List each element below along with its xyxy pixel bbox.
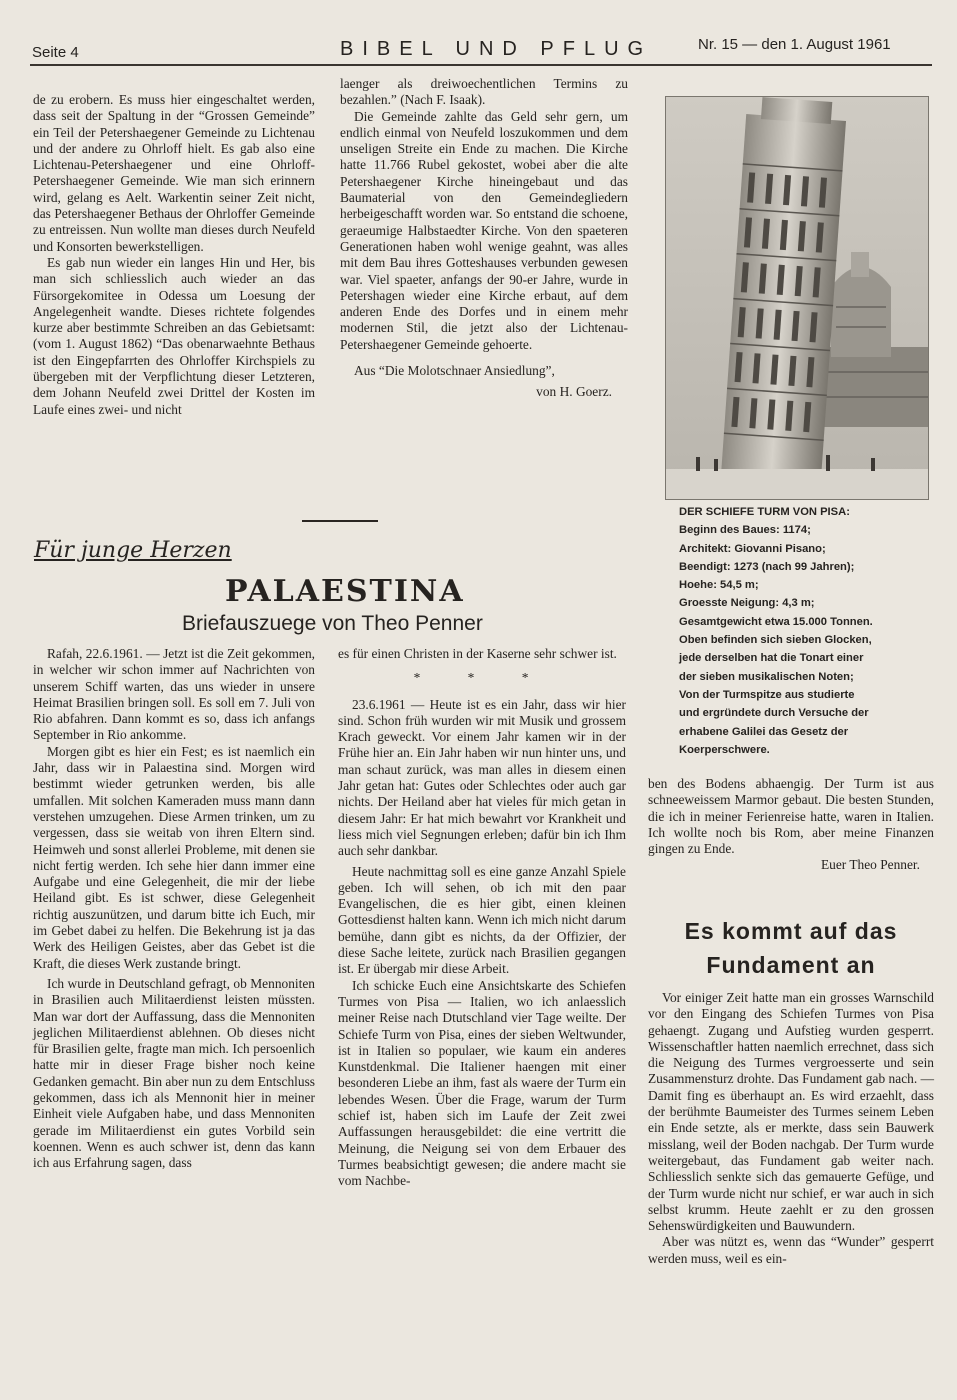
signature: Euer Theo Penner. [820, 857, 920, 873]
paragraph: 23.6.1961 — Heute ist es ein Jahr, dass wir hier sind. Schon früh wurden wir mit Musik und grossem Krach geweckt. Vor einem Jahr kamen wir in der Frühe hier an. Ein Jahr haben wir nun hinter uns, und man schaut zurück, was man alles in diesem einen Jahr getan hat: Gutes oder Schlechtes oder auch gar nichts. Der Heiland aber hat vieles für mich getan in diesem Jahr: Er hat mich bewahrt vor Krankheit und liess mich viel Segnungen erleben; dafür bin ich Ihm auch sehr dankbar. [338, 696, 626, 859]
fundament-column [648, 990, 934, 1267]
section-subtitle: Briefauszuege von Theo Penner [182, 612, 483, 635]
letter-column-1 [33, 646, 315, 1172]
paragraph: Heute nachmittag soll es eine ganze Anzahl Spiele geben. Ich will sehen, ob ich mit den paar Evangelischen, die es hier gibt, einen kleinen Gottesdienst halten kann. Wenn ich mich nicht darum bemühe, dann gibt es nichts, da der Offizier, der diese Sache leitete, zurück nach Brasilien gegangen ist. Er übergab mir diese Arbeit. [338, 863, 626, 977]
caption-line: Koerperschwere. [679, 743, 770, 756]
leaning-tower-photo [665, 96, 929, 500]
paragraph: Ich schicke Euch eine Ansichtskarte des Schiefen Turmes von Pisa — Italien, wo ich anlaesslich meiner Reise nach Dtutschland vier Tage weilte. Der Schiefe Turm von Pisa, eines der sieben Weltwunder, ist in Italien so populaer, wie kaum ein anderes Kunstdenkmal. Die Italiener haengen mit einer besonderen Liebe an ihm, fast als waere der Turm ein lebendes Wesen. Über die Frage, warum der Turm schief ist, haben sich im Laufe der Zeit zwei Auffassungen herausgebildet: die eine vertritt die Meinung, die Neigung sei von dem Erbauer des Turmes beabsichtigt gewesen; die andere macht sie vom Nachbe- [338, 977, 626, 1189]
photo-caption [679, 503, 919, 759]
paragraph: Vor einiger Zeit hatte man ein grosses Warnschild vor den Eingang des Schiefen Turmes von Pisa gehaengt. Zugang und Aufstieg wurden gesperrt. Wissenschaftler hatten naemlich errechnet, dass sich die Neigung des Turmes vergroesserte und sein Zusammensturz drohte. Das Fundament gab nach. — Damit fing es überhaupt an. Es wird erzaehlt, dass der berühmte Baumeister des Turmes seinem Leben ein Ende setzte, als er merkte, dass sein Bauwerk misslang, weil der Boden nachgab. Der Turm wurde weitergebaut, das Fundament gab weiter nach. Schliesslich senkte sich das gemauerte Gefüge, und der Turm wurde nicht nur schief, er war auch in sich selbst krumm. Heute zaehlt er zu den grossen Sehenswürdigkeiten und Bauwundern. [648, 990, 934, 1234]
tower-illustration [666, 97, 928, 499]
paragraph: Die Gemeinde zahlte das Geld sehr gern, um endlich einmal von Neufeld loszukommen und dem unseligen Streite ein Ende zu machen. Die Kirche hatte 11.766 Rubel gekostet, wobei aber die alte Petershaegener Kirche hineingebaut und das Baumaterial von den Gemeindegliedern herbeigeschafft worden war. So entstand die schoene, geraeumige Halbstaedter Kirche. Von den spaeteren Generationen haben wohl wenige geahnt, was alles mit dem Bau ihres Gotteshauses verbunden gewesen war. Viel spaeter, anfangs der 90-er Jahre, wurde in Petershagen wieder eine Kirche erbaut, auf dem anderen Ende des Dorfes und in einem mehr modernen Stil, die jetzt also der Lichtenau-Petershaegener Gemeinde gehoerte. [340, 108, 628, 352]
article-column-2 [340, 76, 628, 401]
paragraph: Aber was nützt es, wenn das “Wunder” gesperrt werden muss, weil es ein- [648, 1234, 934, 1266]
section-divider [302, 520, 378, 522]
caption-line: Oben befinden sich sieben Glocken, [679, 634, 872, 647]
caption-line: Architekt: Giovanni Pisano; [679, 542, 826, 555]
caption-line: erhabene Galilei das Gesetz der [679, 725, 849, 738]
caption-line: Groesste Neigung: 4,3 m; [679, 597, 815, 610]
letter-column-2 [338, 646, 626, 1190]
article-title [645, 914, 937, 982]
masthead-title: BIBEL UND PFLUG [340, 38, 653, 60]
author-line: von H. Goerz. [536, 384, 612, 400]
paragraph: Ich wurde in Deutschland gefragt, ob Mennoniten in Brasilien auch Militaerdienst leisten müssten. Man war dort der Auffassung, dass die Mennoniten jeglichen Militaerdienst ablehnen. Ob dieses nicht für Brasilien gelte, fragte man mich. Ich persoenlich hatte mir in dieser Frage bisher noch keine Gedanken gemacht. Bin aber nun zu dem Entschluss gekommen, dass ich als Mennonit hier in meiner Einheit viele Aufgaben habe, und dass Mennoniten gerade im Militaerdienst ein gutes Vorbild sein koennen. Wenn es auch schwer ist, denn das kann ich aus Erfahrung sagen, dass [33, 975, 315, 1171]
paragraph: de zu erobern. Es muss hier eingeschaltet werden, dass seit der Spaltung in der “Grossen Gemeinde” ein Teil der Petershaegener Gemeinde zu Lichtenau und der andere zu Ohrloff hielt. Es gab also eine Lichtenau-Petershaegener und eine Ohrloff-Petershaegener Gemeinde. Wie man sich erinnern wird, gelang es Aelt. Warkentin seiner Zeit nicht, das Petershaegener Bethaus der Ohrloffer Gemeinde zu entreissen. Nun wollte man dieses durch Neufeld und Konsorten bewerkstelligen. [33, 92, 315, 254]
letter-column-3 [648, 776, 934, 874]
paragraph: ben des Bodens abhaengig. Der Turm ist aus schneeweissem Marmor gebaut. Die besten Stunden, die ich in meiner Ferienreise hatte, waren in Italien. Ich wollte noch bis Rom, aber meine Finanzen gingen zu Ende. [648, 776, 934, 857]
article-title-line: Fundament an [706, 952, 876, 978]
caption-line: jede derselben hat die Tonart einer [679, 652, 864, 665]
caption-line: der sieben musikalischen Noten; [679, 670, 854, 683]
section-kicker: Für junge Herzen [34, 538, 232, 563]
section-stars: * * * [413, 670, 551, 686]
caption-line: Beendigt: 1273 (nach 99 Jahren); [679, 560, 855, 573]
paragraph: Rafah, 22.6.1961. — Jetzt ist die Zeit gekommen, in welcher wir schon immer auf Nachrichten von unserem Schiff warten, das uns wieder in unsere Heimat Brasilien bringen soll. Es soll em 7. Juli von Rio abfahren. Dann kommt es so, dass ich anfangs September in Rio ankomme. [33, 646, 315, 743]
caption-line: Hoehe: 54,5 m; [679, 579, 759, 592]
article-column-1 [33, 92, 315, 418]
header-rule [30, 64, 932, 66]
page-number: Seite 4 [32, 44, 79, 61]
caption-line: Gesamtgewicht etwa 15.000 Tonnen. [679, 615, 873, 628]
caption-line: Von der Turmspitze aus studierte [679, 688, 855, 701]
paragraph: es für einen Christen in der Kaserne sehr schwer ist. [338, 646, 617, 661]
caption-line: Beginn des Baues: 1174; [679, 524, 811, 537]
caption-line: DER SCHIEFE TURM VON PISA: [679, 506, 850, 518]
paragraph: laenger als dreiwoechentlichen Termins zu bezahlen.” (Nach F. Isaak). [340, 76, 628, 108]
issue-date: Nr. 15 — den 1. August 1961 [698, 36, 891, 53]
paragraph: Es gab nun wieder ein langes Hin und Her, bis man sich schliesslich auch wieder an das Fürsorgekomitee in Odessa um Loesung der Angelegenheit wandte. Dieses richtete folgendes kurze aber bestimmte Schreiben an das Gebietsamt: (vom 1. August 1862) “Das obenarwaehnte Bethaus ist den Eingepfarrten des Ohrloffer Kirchspiels zu übergeben mit der Verpflichtung dieser Letzteren, dem Johann Neufeld zwei Drittel der Kosten im Laufe eines zwei- und nicht [33, 254, 315, 417]
paragraph: Morgen gibt es hier ein Fest; es ist naemlich ein Jahr, dass wir in Palaestina sind. Morgen wird bestimmt wieder getrunken werden, bis alle umfallen. Mit solchen Kameraden muss mann dann verstehen umzugehen. Diese Armen trinken, um zu vergessen, dass sie weitab von ihren Eltern sind. Heimweh und sonst allerlei Probleme, mit denen sie nicht fertig werden. Ich sehe hier dann immer eine Aufgabe und eine Gelegenheit, die mir der liebe Heiland gibt. Es ist schwer, diese Gelegenheit richtig auszunützen, und darum bitte ich Euch, mir im Gebet dabei zu helfen. Die Bekehrung ist ja das Werk des Heiligen Geistes, aber das Gebet ist die Kraft, die dieses Werk zustande bringt. [33, 743, 315, 971]
source-line: Aus “Die Molotschnaer Ansiedlung”, [354, 363, 555, 379]
caption-line: und ergründete durch Versuche der [679, 707, 869, 720]
article-title-line: Es kommt auf das [684, 918, 898, 944]
section-title: PALAESTINA [225, 574, 465, 609]
